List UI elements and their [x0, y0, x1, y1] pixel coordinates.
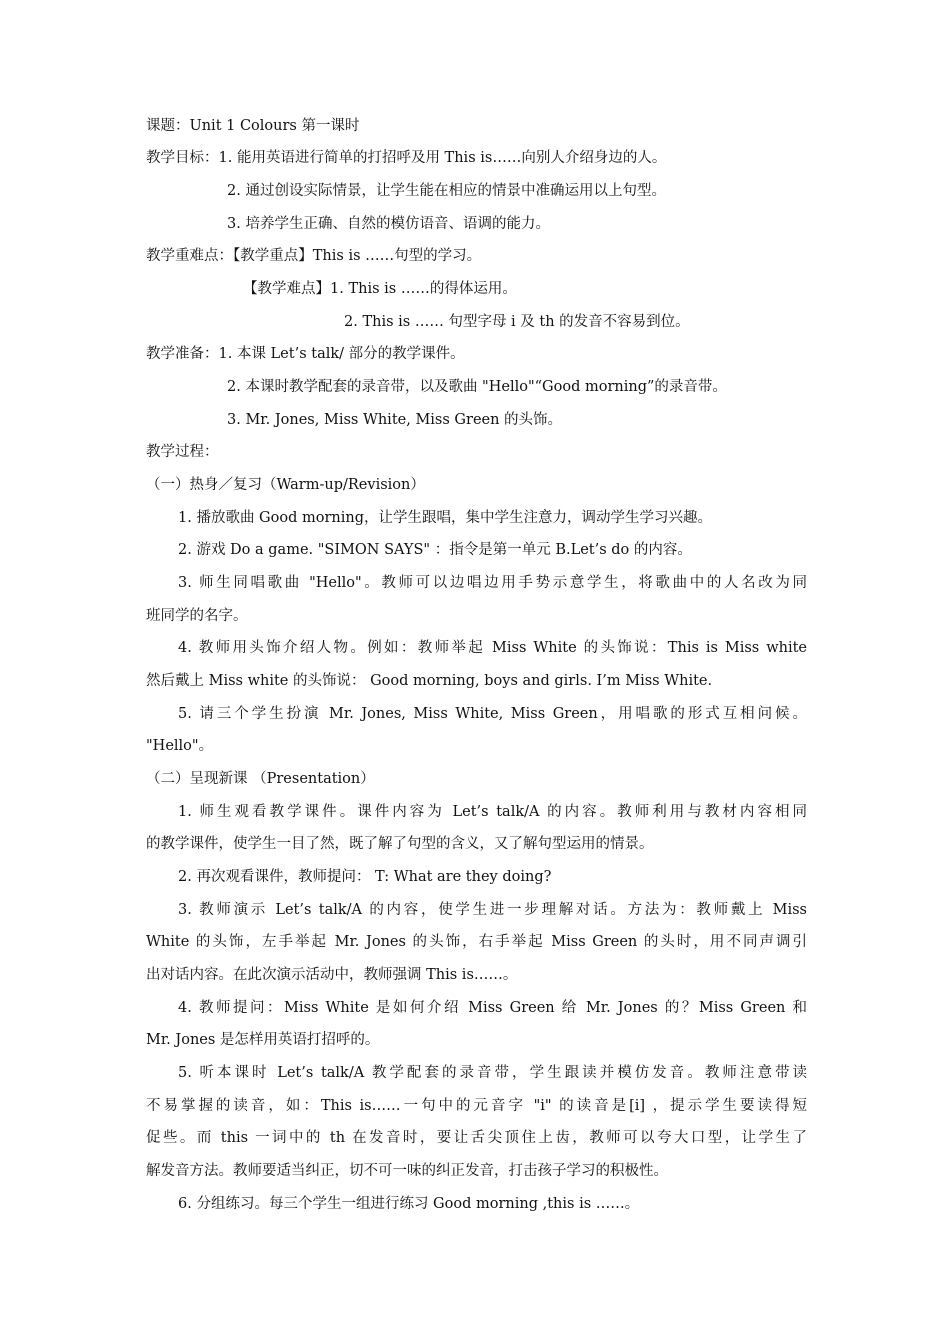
process-heading: 教学过程： — [146, 444, 219, 460]
lesson-title: 课题：Unit 1 Colours 第一课时 — [146, 118, 360, 134]
presentation-line-6: 出对话内容。在此次演示活动中，教师强调 This is……。 — [146, 967, 518, 983]
presentation-line-4: 3. 教师演示 Let’s talk/A 的内容，使学生进一步理解对话。方法为：教师戴上 Miss — [178, 902, 807, 918]
objective-line-2: 2. 通过创设实际情景，让学生能在相应的情景中准确运用以上句型。 — [227, 183, 666, 199]
objective-line-1: 教学目标：1. 能用英语进行简单的打招呼及用 This is……向别人介绍身边的人。 — [146, 150, 667, 166]
presentation-line-9: 5. 听本课时 Let’s talk/A 教学配套的录音带，学生跟读并模仿发音。教师注意带读 — [178, 1065, 807, 1081]
warmup-line-8: "Hello"。 — [146, 738, 214, 754]
warmup-line-2: 2. 游戏 Do a game. "SIMON SAYS" ：指令是第一单元 B.Let’s do 的内容。 — [178, 542, 692, 558]
presentation-line-1: 1. 师生观看教学课件。课件内容为 Let’s talk/A 的内容。教师利用与教材内容相同 — [178, 804, 807, 820]
presentation-line-11: 促些。而 this 一词中的 th 在发音时，要让舌尖顶住上齿，教师可以夸大口型，让学生了 — [146, 1130, 807, 1146]
warmup-line-7: 5. 请三个学生扮演 Mr. Jones, Miss White, Miss Green，用唱歌的形式互相问候。 — [178, 706, 807, 722]
key-point-line-3: 2. This is …… 句型字母 i 及 th 的发音不容易到位。 — [344, 314, 690, 330]
presentation-line-5: White 的头饰，左手举起 Mr. Jones 的头饰，右手举起 Miss Green 的头时，用不同声调引 — [146, 934, 807, 950]
key-point-line-1: 教学重难点：【教学重点】This is ……句型的学习。 — [146, 248, 482, 264]
presentation-line-13: 6. 分组练习。每三个学生一组进行练习 Good morning ,this is ……。 — [178, 1196, 640, 1212]
objective-line-3: 3. 培养学生正确、自然的模仿语音、语调的能力。 — [227, 216, 550, 232]
warmup-line-5: 4. 教师用头饰介绍人物。例如：教师举起 Miss White 的头饰说：This is Miss white — [178, 640, 807, 656]
presentation-line-2: 的教学课件，使学生一目了然，既了解了句型的含义，又了解句型运用的情景。 — [146, 836, 654, 852]
key-point-line-2: 【教学难点】1. This is ……的得体运用。 — [243, 281, 517, 297]
preparation-line-3: 3. Mr. Jones, Miss White, Miss Green 的头饰。 — [227, 412, 563, 428]
preparation-line-1: 教学准备：1. 本课 Let’s talk/ 部分的教学课件。 — [146, 346, 465, 362]
section-heading-presentation: （二）呈现新课 （Presentation） — [146, 771, 375, 787]
warmup-line-1: 1. 播放歌曲 Good morning，让学生跟唱，集中学生注意力，调动学生学习兴趣。 — [178, 510, 712, 526]
presentation-line-7: 4. 教师提问：Miss White 是如何介绍 Miss Green 给 Mr. Jones 的？Miss Green 和 — [178, 1000, 807, 1016]
section-heading-warmup: （一）热身／复习（Warm-up/Revision） — [146, 477, 425, 493]
warmup-line-3: 3. 师生同唱歌曲 "Hello"。教师可以边唱边用手势示意学生，将歌曲中的人名改为同 — [178, 575, 807, 591]
warmup-line-6: 然后戴上 Miss white 的头饰说： Good morning, boys and girls. I’m Miss White. — [146, 673, 713, 689]
presentation-line-8: Mr. Jones 是怎样用英语打招呼的。 — [146, 1032, 380, 1048]
warmup-line-4: 班同学的名字。 — [146, 608, 248, 624]
presentation-line-10: 不易掌握的读音，如：This is……一句中的元音字 "i" 的读音是[i] ，提示学生要读得短 — [146, 1098, 807, 1114]
preparation-line-2: 2. 本课时教学配套的录音带，以及歌曲 "Hello"“Good morning”的录音带。 — [227, 379, 727, 395]
presentation-line-3: 2. 再次观看课件，教师提问： T: What are they doing? — [178, 869, 552, 885]
presentation-line-12: 解发音方法。教师要适当纠正，切不可一味的纠正发音，打击孩子学习的积极性。 — [146, 1163, 668, 1179]
